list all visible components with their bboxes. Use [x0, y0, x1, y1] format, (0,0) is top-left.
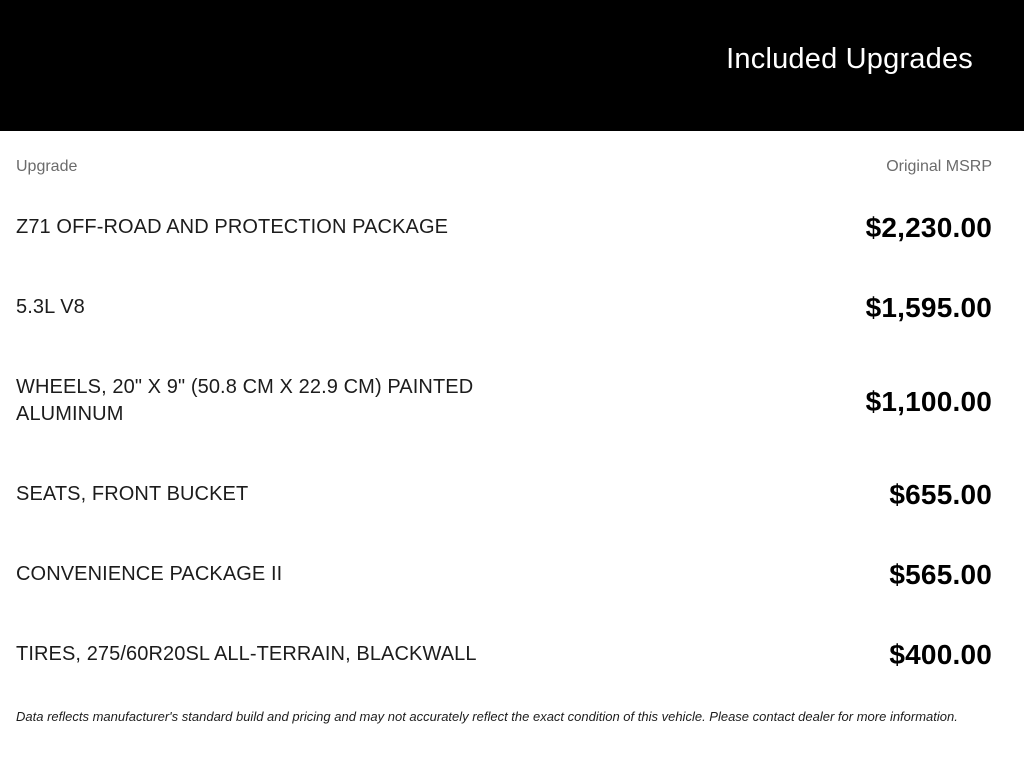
upgrade-msrp: $655.00 — [889, 479, 992, 510]
table-row — [0, 348, 1024, 455]
upgrades-table-body — [0, 188, 1024, 695]
upgrade-name: SEATS, FRONT BUCKET — [16, 483, 249, 505]
upgrades-table — [0, 131, 1024, 695]
upgrade-name: TIRES, 275/60R20SL ALL-TERRAIN, BLACKWALL — [16, 643, 477, 665]
upgrade-msrp: $1,100.00 — [865, 385, 992, 417]
disclaimer-text: Data reflects manufacturer's standard build and pricing and may not accurately reflect the exact condition of this vehicle. Please contact dealer for more information. — [16, 709, 958, 724]
upgrade-name: WHEELS, 20" X 9" (50.8 CM X 22.9 CM) PAINTED ALUMINUM — [16, 376, 474, 425]
upgrade-msrp: $565.00 — [889, 559, 992, 590]
table-row — [0, 268, 1024, 348]
column-header-original-msrp: Original MSRP — [886, 158, 992, 175]
table-row — [0, 188, 1024, 268]
table-row — [0, 535, 1024, 615]
upgrade-name: CONVENIENCE PACKAGE II — [16, 563, 283, 585]
upgrade-msrp: $400.00 — [889, 639, 992, 670]
table-header-row — [0, 131, 1024, 188]
upgrade-msrp: $2,230.00 — [865, 212, 992, 243]
table-row — [0, 455, 1024, 535]
header-banner — [0, 0, 1024, 131]
upgrade-name: 5.3L V8 — [16, 296, 85, 318]
upgrade-msrp: $1,595.00 — [865, 292, 992, 323]
column-header-upgrade: Upgrade — [16, 158, 78, 175]
page-title: Included Upgrades — [726, 43, 973, 75]
table-row — [0, 615, 1024, 695]
upgrade-name: Z71 OFF-ROAD AND PROTECTION PACKAGE — [16, 216, 449, 238]
included-upgrades-section — [0, 131, 1024, 724]
